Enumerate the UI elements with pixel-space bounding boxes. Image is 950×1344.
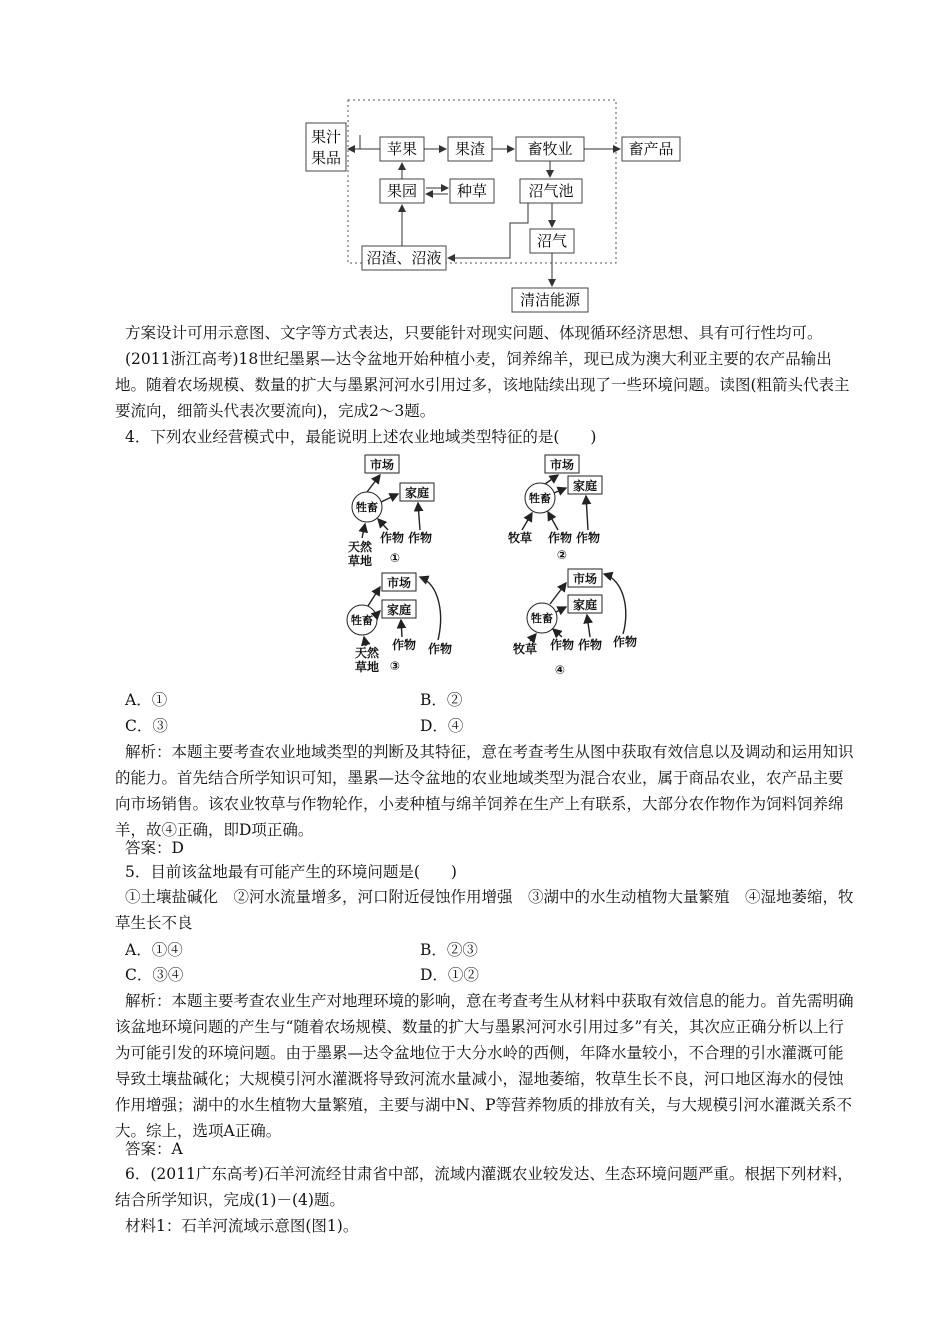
q4-answer: 答案：D <box>125 839 184 857</box>
q5-items: ①土壤盐碱化 ②河水流量增多，河口附近侵蚀作用增强 ③湖中的水生动植物大量繁殖 ④湿地萎缩，牧草生长不良 <box>115 888 854 932</box>
mode3-number: ③ <box>389 659 401 673</box>
label-slurry: 沼渣、沼液 <box>366 249 442 267</box>
q5-option-c: C．③④ <box>125 966 184 984</box>
q4-option-d: D．④ <box>420 717 464 735</box>
label-product: 畜产品 <box>628 140 674 158</box>
mode2-crop-a: 作物 <box>547 531 573 545</box>
mode4-crop-a: 作物 <box>549 638 575 652</box>
mode-3 <box>347 573 452 674</box>
q4-option-a: A．① <box>125 691 168 709</box>
label-gas: 沼气 <box>536 232 568 250</box>
mode3-market: 市场 <box>386 576 412 590</box>
label-apple: 苹果 <box>386 140 418 158</box>
question-6: 6．(2011广东高考)石羊河流经甘肃省中部，流域内灌溉农业较发达、生态环境问题严重。根据下列材料，结合所学知识，完成(1)－(4)题。 <box>115 1165 853 1209</box>
q5-option-d: D．①② <box>420 966 479 984</box>
mode2-crop-b: 作物 <box>575 531 601 545</box>
q5-option-a: A．①④ <box>125 941 183 959</box>
q5-option-b: B．②③ <box>420 941 478 959</box>
mode3-natural-1: 天然 <box>354 646 380 660</box>
mode-2 <box>508 455 602 562</box>
mode2-family: 家庭 <box>572 479 598 493</box>
mode4-crop-c: 作物 <box>612 635 638 649</box>
label-residue: 果渣 <box>454 140 486 158</box>
mode3-natural-2: 草地 <box>354 660 380 674</box>
label-juice-2: 果品 <box>310 149 342 167</box>
mode3-livestock: 牲畜 <box>351 614 373 627</box>
mode2-livestock: 牲畜 <box>529 492 551 505</box>
label-pool: 沼气池 <box>528 182 574 200</box>
paragraph-solution: 方案设计可用示意图、文字等方式表达，只要能针对现实问题、体现循环经济思想、具有可行性均可。 <box>125 324 823 342</box>
label-energy: 清洁能源 <box>519 291 581 309</box>
mode1-market: 市场 <box>369 458 395 472</box>
question-5: 5．目前该盆地最有可能产生的环境问题是( ) <box>125 863 457 881</box>
mode1-crop-a: 作物 <box>379 531 405 545</box>
mode3-crop-a: 作物 <box>391 638 417 652</box>
q4-option-c: C．③ <box>125 717 168 735</box>
paragraph-zhejiang: (2011浙江高考)18世纪墨累—达令盆地开始种植小麦，饲养绵羊，现已成为澳大利亚主要的农产品输出地。随着农场规模、数量的扩大与墨累河河水引用过多，该地陆续出现了一些环境问题。读图(粗箭头代表主要流向，细箭头代表次要流向)，完成2～3题。 <box>115 350 850 420</box>
q5-explanation: 解析：本题主要考查农业生产对地理环境的影响，意在考查考生从材料中获取有效信息的能力。首先需明确该盆地环境问题的产生与“随着农场规模、数量的扩大与墨累河河水引用过多”有关，其次应正确分析以上行为可能引发的环境问题。由于墨累—达令盆地位于大分水岭的西侧，年降水量较小，不合理的引水灌溉可能导致土壤盐碱化；大规模引河水灌溉将导致河流水量减小，湿地萎缩，牧草生长不良，河口地区海水的侵蚀作用增强；湖中的水生植物大量繁殖，主要与湖中N、P等营养物质的排放有关，与大规模引河水灌溉关系不大。综上，选项A正确。 <box>115 992 854 1140</box>
agri-mode-diagrams <box>340 450 670 682</box>
mode4-pasture: 牧草 <box>512 642 538 656</box>
label-orchard: 果园 <box>386 182 418 200</box>
mode1-number: ① <box>389 551 401 565</box>
mode4-market: 市场 <box>572 572 598 586</box>
label-grass: 种草 <box>456 182 488 200</box>
mode-1 <box>348 455 434 568</box>
mode1-livestock: 牲畜 <box>356 501 378 514</box>
mode3-family: 家庭 <box>386 603 412 617</box>
q5-answer: 答案：A <box>125 1140 183 1158</box>
mode4-livestock: 牲畜 <box>531 612 553 625</box>
question-4: 4．下列农业经营模式中，最能说明上述农业地域类型特征的是( ) <box>125 428 597 446</box>
q4-explanation: 解析：本题主要考查农业地域类型的判断及其特征，意在考查考生从图中获取有效信息以及调动和运用知识的能力。首先结合所学知识可知，墨累—达令盆地的农业地域类型为混合农业，属于商品农业，农产品主要向市场销售。该农业牧草与作物轮作，小麦种植与绵羊饲养在生产上有联系，大部分农作物作为饲料饲养绵羊，故④正确，即D项正确。 <box>115 743 854 839</box>
circular-economy-diagram <box>300 95 690 315</box>
mode4-number: ④ <box>554 663 566 677</box>
mode2-market: 市场 <box>549 458 575 472</box>
material-1: 材料1：石羊河流域示意图(图1)。 <box>125 1217 359 1235</box>
mode-4 <box>513 569 637 677</box>
mode4-crop-b: 作物 <box>577 638 603 652</box>
q4-option-b: B．② <box>420 691 463 709</box>
mode2-number: ② <box>556 548 568 562</box>
mode1-natural-2: 草地 <box>347 554 373 568</box>
label-livestock: 畜牧业 <box>527 140 573 158</box>
mode4-family: 家庭 <box>572 598 598 612</box>
mode1-family: 家庭 <box>404 486 430 500</box>
mode1-natural-1: 天然 <box>347 540 373 554</box>
mode1-crop-b: 作物 <box>407 531 433 545</box>
mode3-crop-b: 作物 <box>427 642 453 656</box>
label-juice-1: 果汁 <box>310 128 342 146</box>
mode2-pasture: 牧草 <box>507 531 533 545</box>
